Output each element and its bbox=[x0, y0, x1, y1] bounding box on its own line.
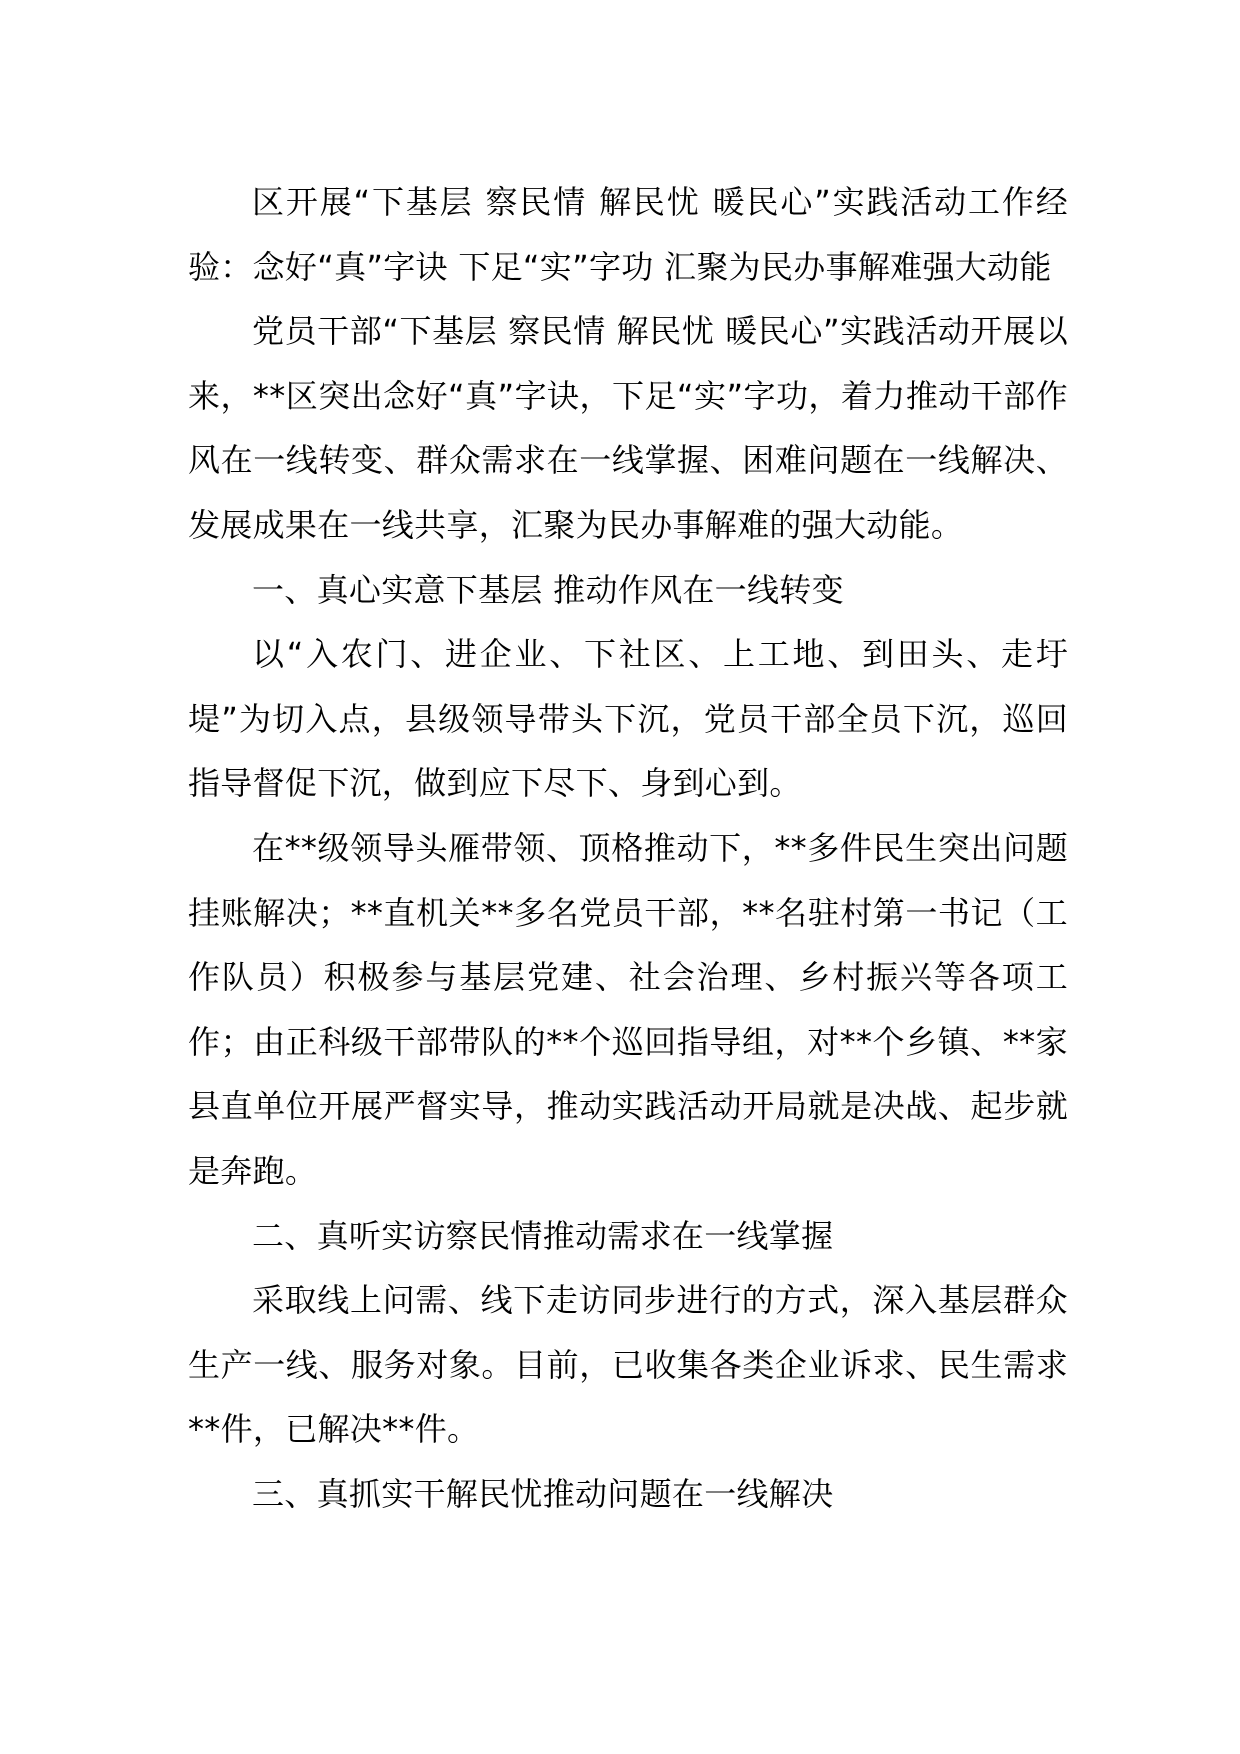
intro-paragraph: 党员干部“下基层 察民情 解民忧 暖民心”实践活动开展以来，**区突出念好“真”字诀，下足“实”字功，着力推动干部作风在一线转变、群众需求在一线掌握、困难问题在一线解决、发展成果在一线共享，汇聚为民办事解难的强大动能。 bbox=[188, 312, 1068, 544]
section-heading-2: 二、真听实访察民情推动需求在一线掌握 bbox=[252, 1216, 834, 1255]
document-body bbox=[188, 170, 1068, 1526]
section-1-paragraph-1: 以“入农门、进企业、下社区、上工地、到田头、走圩堤”为切入点，县级领导带头下沉，党员干部全员下沉，巡回指导督促下沉，做到应下尽下、身到心到。 bbox=[188, 635, 1068, 803]
section-2-paragraph-1: 采取线上问需、线下走访同步进行的方式，深入基层群众生产一线、服务对象。目前，已收集各类企业诉求、民生需求**件，已解决**件。 bbox=[188, 1281, 1068, 1449]
section-heading-3: 三、真抓实干解民忧推动问题在一线解决 bbox=[252, 1474, 834, 1513]
article-title: 区开展“下基层 察民情 解民忧 暖民心”实践活动工作经验：念好“真”字诀 下足“实”字功 汇聚为民办事解难强大动能 bbox=[188, 183, 1068, 286]
section-heading-1: 一、真心实意下基层 推动作风在一线转变 bbox=[252, 570, 844, 609]
section-1-paragraph-2: 在**级领导头雁带领、顶格推动下，**多件民生突出问题挂账解决；**直机关**多名党员干部，**名驻村第一书记（工作队员）积极参与基层党建、社会治理、乡村振兴等各项工作；由正科级干部带队的**个巡回指导组，对**个乡镇、**家县直单位开展严督实导，推动实践活动开局就是决战、起步就是奔跑。 bbox=[188, 828, 1068, 1190]
